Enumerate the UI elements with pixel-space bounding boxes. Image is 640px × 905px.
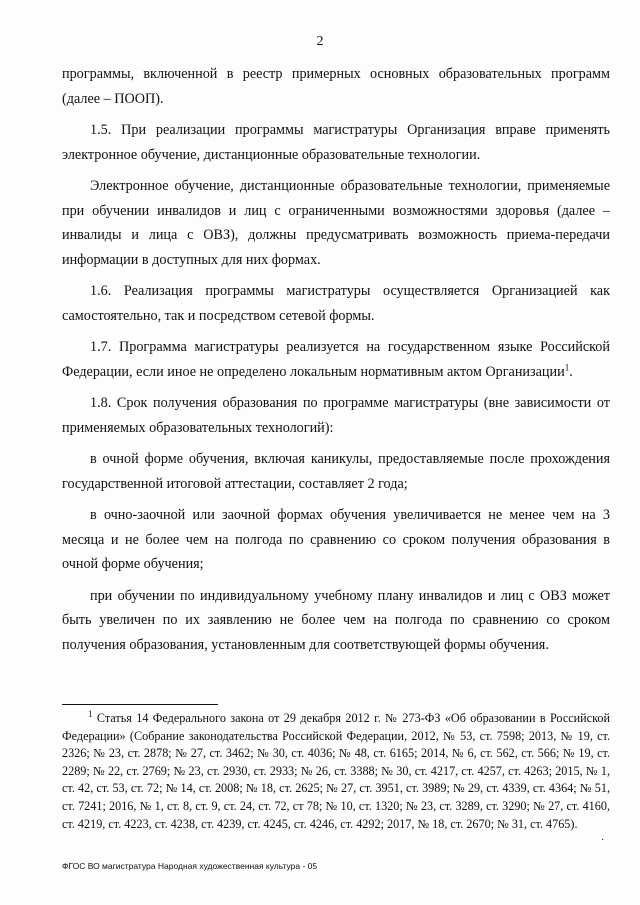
paragraph-individual-plan: при обучении по индивидуальному учебному плану инвалидов и лиц с ОВЗ может быть увеличен по их заявлению не более чем на полгода по сравнению со сроком получения образования, установленным для соответствующей формы обучения. <box>62 587 610 653</box>
paragraph-1-7 <box>62 335 610 384</box>
paragraph-1-8: 1.8. Срок получения образования по программе магистратуры (вне зависимости от применяемых образовательных технологий): <box>62 395 610 436</box>
page-number: 2 <box>316 34 324 49</box>
stray-mark: · <box>601 835 605 846</box>
paragraph-1-7-text: 1.7. Программа магистратуры реализуется на государственном языке Российской Федерации, если иное не определено локальным нормативным актом Организации <box>62 339 610 380</box>
paragraph-part-time: в очно-заочной или заочной формах обучения увеличивается не менее чем на 3 месяца и не более чем на полгода по сравнению со сроком получения образования в очной форме обучения; <box>62 507 610 572</box>
footnote-mark: 1 <box>88 708 93 719</box>
footnote-separator <box>62 704 218 705</box>
footnote <box>62 710 610 833</box>
paragraph-1-7-end: . <box>569 363 573 380</box>
paragraph-1-6: 1.6. Реализация программы магистратуры осуществляется Организацией как самостоятельно, так и посредством сетевой формы. <box>62 283 610 324</box>
paragraph-full-time: в очной форме обучения, включая каникулы, предоставляемые после прохождения государственной итоговой аттестации, составляет 2 года; <box>62 451 610 492</box>
document-body <box>62 62 610 664</box>
paragraph-continuation: программы, включенной в реестр примерных основных образовательных программ (далее – ПООП). <box>62 66 610 107</box>
footnote-text: Статья 14 Федерального закона от 29 декабря 2012 г. № 273-ФЗ «Об образовании в Российской Федерации» (Собрание законодательства Российской Федерации, 2012, № 53, ст. 7598; 2013, № 19, ст. 2326; № 23, ст. 2878; № 27, ст. 3462; № 30, ст. 4036; № 48, ст. 6165; 2014, № 6, ст. 562, ст. 566; № 19, ст. 2289; № 22, ст. 2769; № 23, ст. 2930, ст. 2933; № 26, ст. 3388; № 30, ст. 4217, ст. 4257, ст. 4263; 2015, № 1, ст. 42, ст. 53, ст. 72; № 14, ст. 2008; № 18, ст. 2625; № 27, ст. 3951, ст. 3989; № 29, ст. 4339, ст. 4364; № 51, ст. 7241; 2016, № 1, ст. 8, ст. 9, ст. 24, ст. 72, ст 78; № 10, ст. 1320; № 23, ст. 3289, ст. 3290; № 27, ст. 4160, ст. 4219, ст. 4223, ст. 4238, ст. 4239, ст. 4245, ст. 4246, ст. 4292; 2017, № 18, ст. 2670; № 31, ст. 4765). <box>62 711 611 831</box>
page-footer: ФГОС ВО магистратура Народная художественная культура - 05 <box>62 861 318 871</box>
paragraph-1-5: 1.5. При реализации программы магистратуры Организация вправе применять электронное обучение, дистанционные образовательные технологии. <box>62 122 610 163</box>
footnote-reference: 1 <box>564 361 570 372</box>
paragraph-e-learning: Электронное обучение, дистанционные образовательные технологии, применяемые при обучении инвалидов и лиц с ограниченными возможностями здоровья (далее – инвалиды и лица с ОВЗ), должны предусматривать возможность приема-передачи информации в доступных для них формах. <box>62 178 610 268</box>
